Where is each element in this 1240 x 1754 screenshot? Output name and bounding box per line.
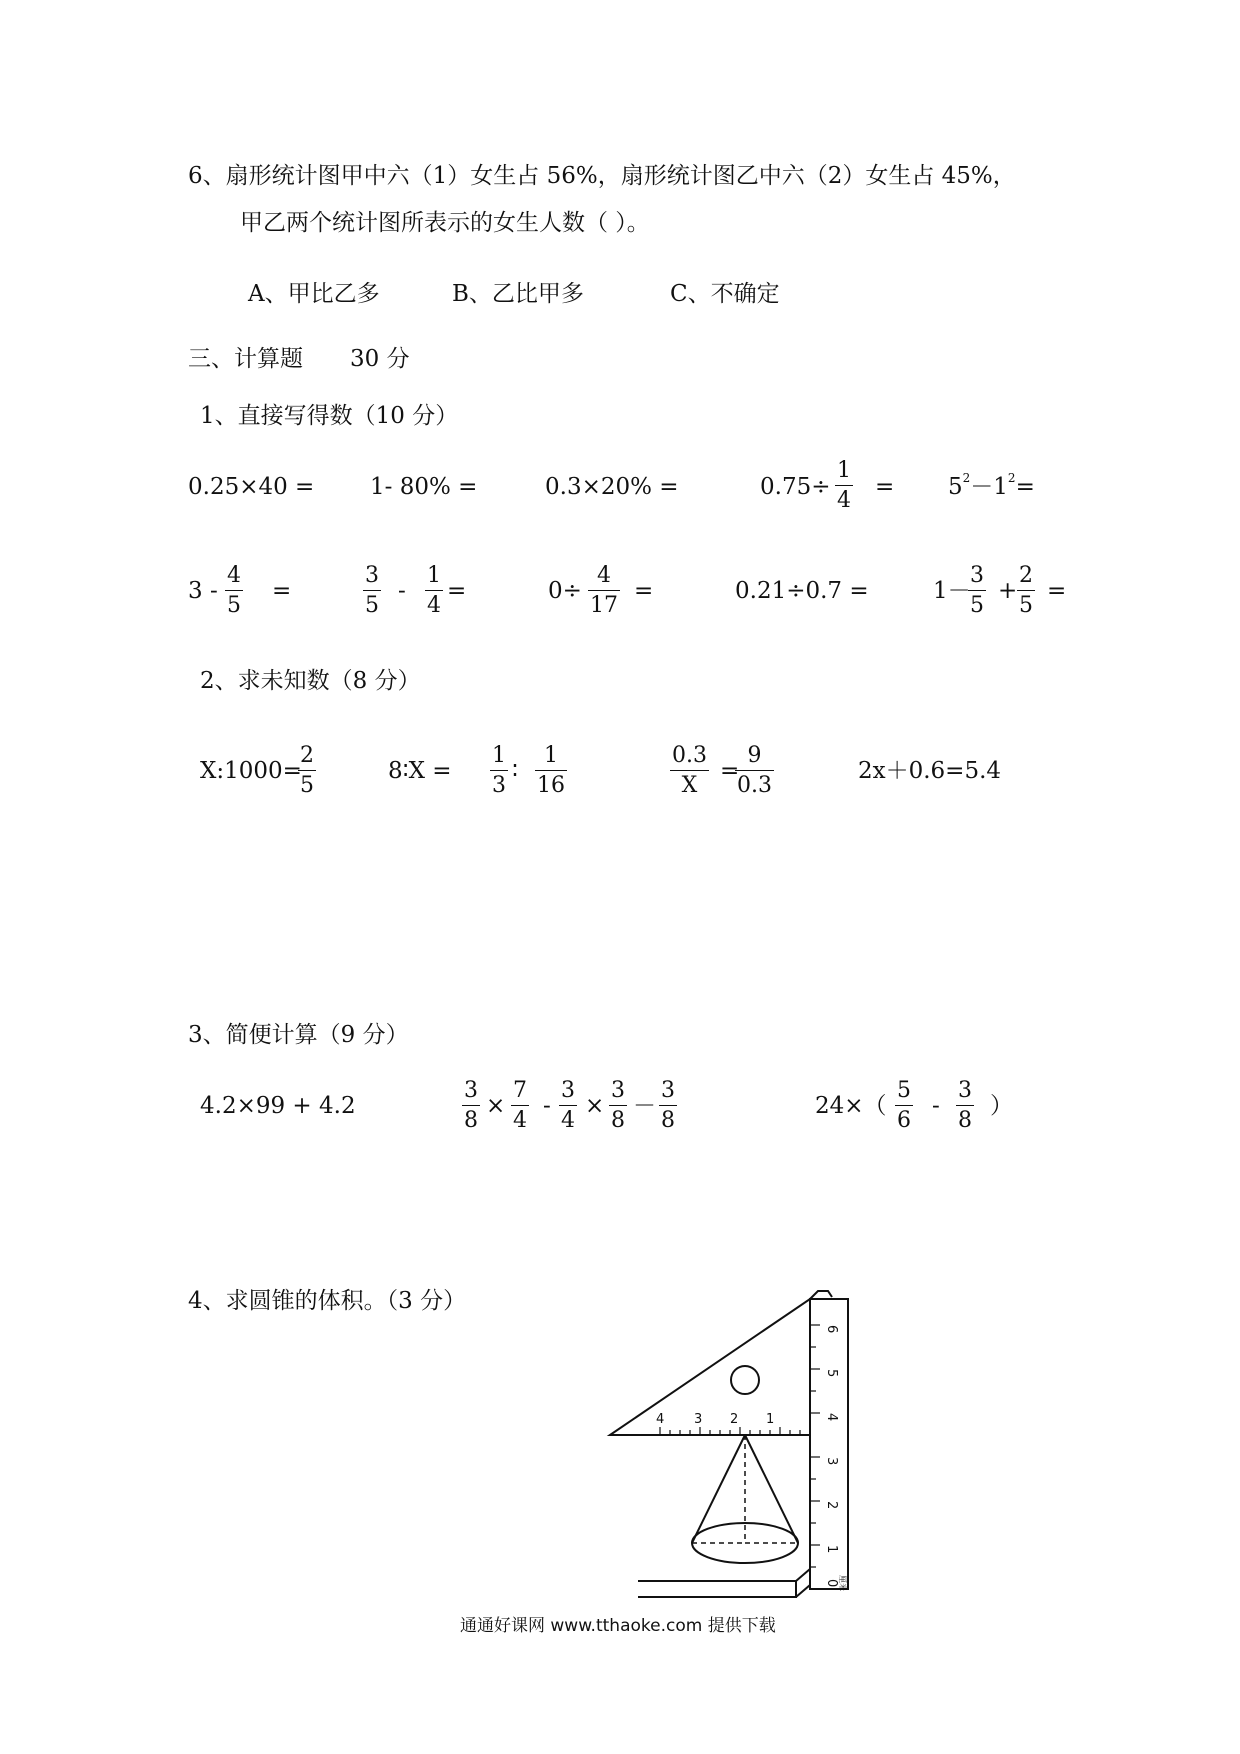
tri-tick-3: 3 (694, 1412, 703, 1427)
p1-r2-e-frac1 (968, 565, 986, 617)
p1-r1-d-eq: = (875, 474, 895, 500)
set-square-hole (731, 1366, 759, 1394)
q6-option-c: C、不确定 (670, 281, 780, 307)
p2-d: 2x＋0.6=5.4 (858, 758, 1002, 784)
p1-r1-d-fraction (835, 460, 853, 512)
p3-b-op4: － (633, 1093, 656, 1119)
eq: = (1015, 474, 1035, 500)
p3-c-op: - (932, 1093, 940, 1119)
p1-r2-b-frac2 (425, 565, 443, 617)
denominator: 8 (611, 1108, 625, 1133)
denominator: 8 (464, 1108, 478, 1133)
numerator: 3 (561, 1078, 575, 1103)
denominator: 6 (897, 1108, 911, 1133)
exp-2b: 2 (1007, 471, 1016, 485)
p2-c-frac2 (735, 745, 774, 797)
table-edge (638, 1581, 796, 1597)
p3-c-frac2 (956, 1080, 974, 1132)
p2-b-frac1 (490, 745, 508, 797)
ruler-tick-3: 3 (824, 1457, 839, 1466)
denominator: 17 (590, 593, 618, 618)
p1-r2-c-pre: 0÷ (548, 578, 582, 604)
p1-r1-e (948, 471, 1035, 500)
numerator: 3 (661, 1078, 675, 1103)
section3-title: 三、计算题 (188, 346, 303, 372)
denominator: 4 (837, 488, 851, 513)
p3-b-op1: × (486, 1093, 506, 1119)
numerator: 0.3 (672, 743, 707, 768)
p1-r2-a-pre: 3 - (188, 578, 218, 604)
p2-title: 2、求未知数（8 分） (200, 668, 421, 694)
denominator: 8 (661, 1108, 675, 1133)
numerator: 3 (611, 1078, 625, 1103)
set-square (610, 1299, 810, 1435)
p3-b-op3: × (585, 1093, 605, 1119)
numerator: 3 (958, 1078, 972, 1103)
exp-2: 2 (962, 471, 971, 485)
numerator: 3 (464, 1078, 478, 1103)
cone-left-side (692, 1435, 745, 1543)
numerator: 1 (837, 458, 851, 483)
p3-b-frac4 (609, 1080, 627, 1132)
p1-r2-c-fraction (588, 565, 620, 617)
p1-r1-c: 0.3×20% = (545, 474, 679, 500)
p1-r2-e-op: + (998, 578, 1018, 604)
p1-r1-a: 0.25×40 = (188, 474, 315, 500)
p3-a: 4.2×99 + 4.2 (200, 1093, 356, 1119)
set-square-top (810, 1291, 832, 1299)
section3-points: 30 分 (350, 346, 410, 372)
cone-measurement-diagram (600, 1285, 870, 1610)
p4-title: 4、求圆锥的体积。（3 分） (188, 1288, 467, 1314)
denominator: 5 (365, 593, 379, 618)
p1-r1-d-pre: 0.75÷ (760, 474, 831, 500)
numerator: 9 (747, 743, 762, 768)
numerator: 4 (597, 563, 611, 588)
denominator: 5 (300, 773, 314, 798)
numerator: 2 (1019, 563, 1033, 588)
numerator: 1 (427, 563, 441, 588)
minus-1: －1 (970, 474, 1008, 500)
denominator: X (681, 773, 698, 798)
p2-b-pre: 8∶X = (388, 758, 452, 784)
p1-title: 1、直接写得数（10 分） (200, 403, 459, 429)
table-side (796, 1569, 810, 1597)
p1-r2-b-eq: = (447, 578, 467, 604)
p3-c-pre: 24×（ (815, 1093, 887, 1119)
numerator: 3 (365, 563, 379, 588)
q6-line1: 6、扇形统计图甲中六（1）女生占 56%，扇形统计图乙中六（2）女生占 45%， (188, 163, 1016, 189)
numerator: 3 (970, 563, 984, 588)
numerator: 1 (544, 743, 558, 768)
p1-r1-b: 1- 80% = (370, 474, 478, 500)
footer-source: 通通好课网 www.tthaoke.com 提供下载 (460, 1616, 776, 1636)
denominator: 4 (561, 1108, 575, 1133)
p1-r2-e-frac2 (1017, 565, 1035, 617)
denominator: 8 (958, 1108, 972, 1133)
p2-c-frac1 (670, 745, 709, 797)
p2-a-pre: X:1000= (200, 758, 302, 784)
tri-tick-2: 2 (730, 1412, 739, 1427)
ruler-tick-2: 2 (824, 1501, 839, 1510)
p1-r2-b-frac1 (363, 565, 381, 617)
denominator: 0.3 (737, 773, 772, 798)
table-top (638, 1569, 810, 1581)
denominator: 16 (537, 773, 565, 798)
ruler-tick-1: 1 (824, 1545, 839, 1554)
numerator: 1 (492, 743, 506, 768)
tri-tick-1: 1 (766, 1412, 775, 1427)
ruler-unit: 厘米 (838, 1575, 847, 1591)
p3-c-frac1 (895, 1080, 913, 1132)
q6-line2: 甲乙两个统计图所表示的女生人数（ ）。 (240, 210, 650, 236)
p1-r2-d: 0.21÷0.7 = (735, 578, 869, 604)
numerator: 4 (227, 563, 241, 588)
denominator: 4 (427, 593, 441, 618)
q6-option-b: B、乙比甲多 (452, 281, 584, 307)
ruler-tick-0: 0 (824, 1579, 839, 1588)
numerator: 2 (300, 743, 314, 768)
p3-b-frac3 (559, 1080, 577, 1132)
denominator: 5 (1019, 593, 1033, 618)
ruler-tick-6: 6 (824, 1325, 839, 1334)
p1-r2-b-op: - (398, 578, 406, 604)
p1-r2-c-eq: = (634, 578, 654, 604)
p1-r2-a-fraction (225, 565, 243, 617)
p3-b-frac2 (511, 1080, 529, 1132)
p3-title: 3、简便计算（9 分） (188, 1022, 409, 1048)
p2-c-op: = (720, 758, 740, 784)
p3-b-op2: - (543, 1093, 551, 1119)
p3-b-frac1 (462, 1080, 480, 1132)
tri-tick-4: 4 (656, 1412, 665, 1427)
q6-option-a: A、甲比乙多 (248, 281, 380, 307)
numerator: 7 (513, 1078, 527, 1103)
denominator: 5 (227, 593, 241, 618)
p2-b-frac2 (535, 745, 567, 797)
denominator: 4 (513, 1108, 527, 1133)
ruler-tick-4: 4 (824, 1413, 839, 1422)
denominator: 5 (970, 593, 984, 618)
p1-r2-e-pre: 1－ (933, 578, 971, 604)
p3-c-post: ） (990, 1093, 1013, 1119)
p1-r2-e-eq: = (1047, 578, 1067, 604)
p2-a-fraction (298, 745, 316, 797)
p1-r2-a-eq: = (272, 578, 292, 604)
p2-b-op: ∶ (512, 758, 518, 784)
denominator: 3 (492, 773, 506, 798)
p3-b-frac5 (659, 1080, 677, 1132)
base-5: 5 (948, 474, 963, 500)
cone-right-side (745, 1435, 798, 1543)
ruler-tick-5: 5 (824, 1369, 839, 1378)
numerator: 5 (897, 1078, 911, 1103)
